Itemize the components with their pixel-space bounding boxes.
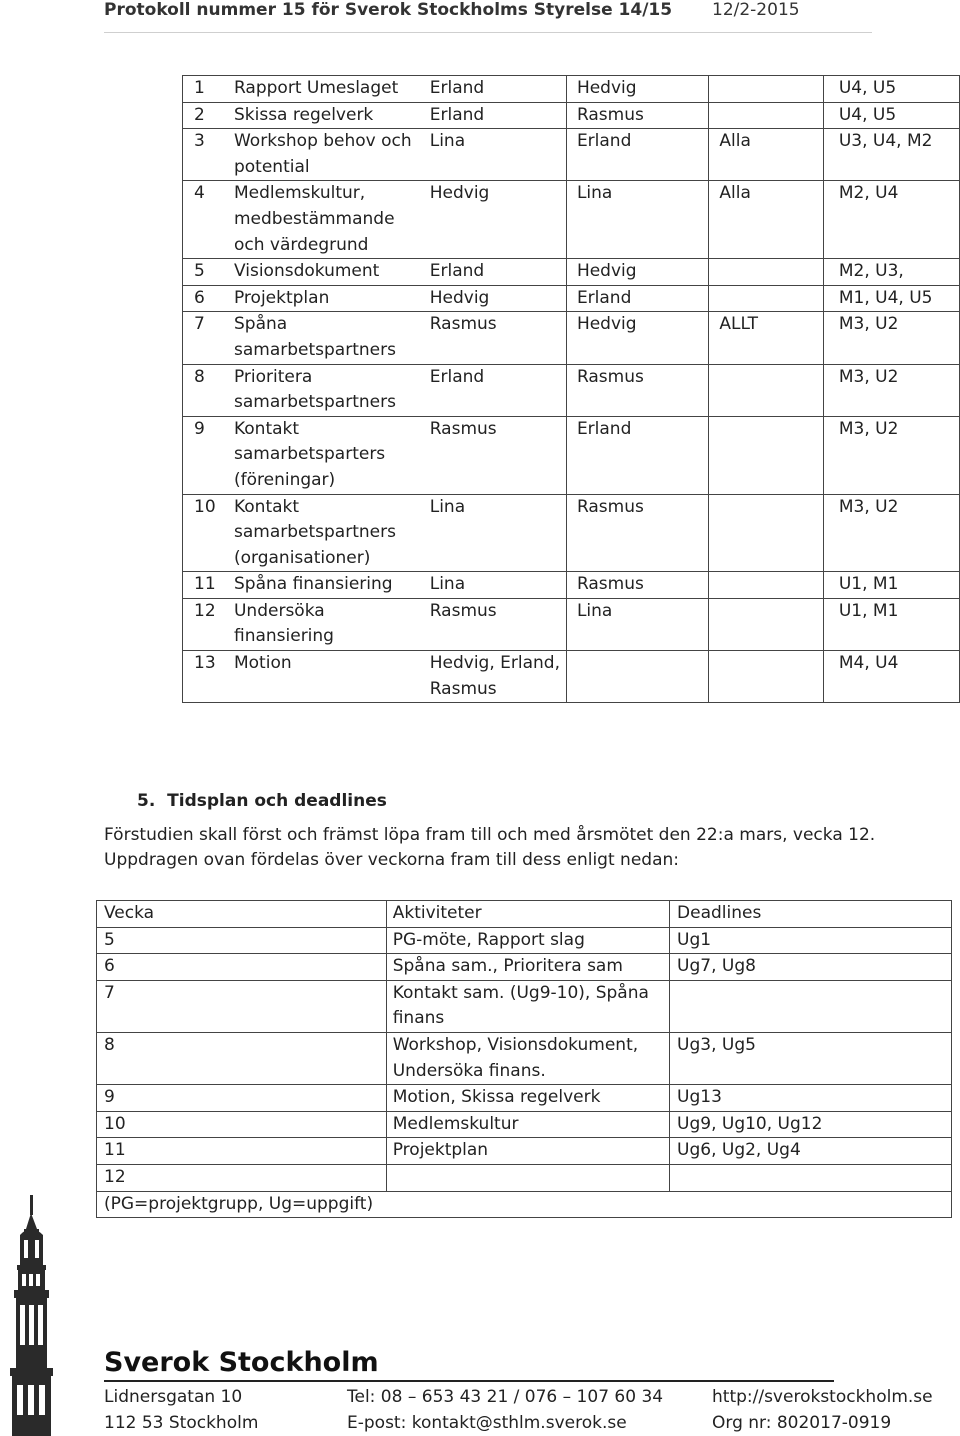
task-extra-cell: Alla (709, 181, 823, 259)
activity-cell: Workshop, Visionsdokument, Undersöka finans. (386, 1032, 669, 1084)
task-second-cell: Lina (566, 181, 708, 259)
deadline-cell (670, 1164, 952, 1191)
table-row (183, 494, 960, 572)
footer-phone: Tel: 08 – 653 43 21 / 076 – 107 60 34 (347, 1387, 664, 1407)
task-codes-cell: M3, U2 (823, 416, 959, 494)
task-second-cell (566, 651, 708, 703)
task-extra-cell (709, 76, 823, 103)
task-second-cell: Rasmus (566, 572, 708, 599)
activity-cell (386, 1164, 669, 1191)
activity-cell: Medlemskultur (386, 1111, 669, 1138)
schedule-table (96, 900, 952, 1218)
task-responsible-cell: Lina (419, 129, 567, 181)
task-number-cell: 3 (183, 129, 234, 181)
task-codes-cell: M1, U4, U5 (823, 285, 959, 312)
task-name-cell: Kontakt samarbetsparters (föreningar) (234, 416, 419, 494)
task-extra-cell (709, 364, 823, 416)
task-second-cell: Erland (566, 285, 708, 312)
section-paragraph-1: Förstudien skall först och främst löpa fram till och med årsmötet den 22:a mars, vecka 12. (104, 825, 876, 845)
header-cell-week: Vecka (97, 901, 387, 928)
task-responsible-cell: Hedvig, Erland, Rasmus (419, 651, 567, 703)
task-number-cell: 2 (183, 102, 234, 129)
task-name-cell: Skissa regelverk (234, 102, 419, 129)
task-name-cell: Workshop behov och potential (234, 129, 419, 181)
footer-contact (347, 1384, 663, 1436)
task-extra-cell (709, 651, 823, 703)
task-second-cell: Lina (566, 598, 708, 650)
task-codes-cell: M3, U2 (823, 494, 959, 572)
task-responsible-cell: Erland (419, 76, 567, 103)
activity-cell: Projektplan (386, 1138, 669, 1165)
task-second-cell: Rasmus (566, 364, 708, 416)
table-row (183, 598, 960, 650)
table-row (183, 259, 960, 286)
schedule-note: (PG=projektgrupp, Ug=uppgift) (104, 1193, 374, 1214)
task-codes-cell: U1, M1 (823, 598, 959, 650)
footer-org-name: Sverok Stockholm (104, 1346, 834, 1382)
task-codes-cell: M3, U2 (823, 364, 959, 416)
schedule-note-row (97, 1191, 952, 1218)
task-extra-cell (709, 494, 823, 572)
task-responsible-cell: Rasmus (419, 312, 567, 364)
week-cell: 6 (97, 954, 387, 981)
deadline-cell: Ug7, Ug8 (670, 954, 952, 981)
activity-cell: Kontakt sam. (Ug9-10), Spåna finans (386, 980, 669, 1032)
task-extra-cell (709, 102, 823, 129)
table-row (183, 364, 960, 416)
task-name-cell: Medlemskultur, medbestämmande och värdegrund (234, 181, 419, 259)
task-number-cell: 10 (183, 494, 234, 572)
task-second-cell: Rasmus (566, 494, 708, 572)
schedule-header-row (97, 901, 952, 928)
footer-website-link[interactable]: http://sverokstockholm.se (712, 1387, 933, 1407)
task-second-cell: Erland (566, 416, 708, 494)
task-number-cell: 7 (183, 312, 234, 364)
table-row (183, 102, 960, 129)
table-row (183, 285, 960, 312)
task-name-cell: Spåna finansiering (234, 572, 419, 599)
task-number-cell: 8 (183, 364, 234, 416)
header-cell-activities: Aktiviteter (386, 901, 669, 928)
task-number-cell: 1 (183, 76, 234, 103)
table-row (97, 1111, 952, 1138)
section-paragraph-2: Uppdragen ovan fördelas över veckorna fram till dess enligt nedan: (104, 850, 679, 870)
task-codes-cell: M4, U4 (823, 651, 959, 703)
table-row (183, 651, 960, 703)
task-codes-cell: U3, U4, M2 (823, 129, 959, 181)
task-name-cell: Spåna samarbetspartners (234, 312, 419, 364)
task-second-cell: Rasmus (566, 102, 708, 129)
week-cell: 5 (97, 927, 387, 954)
task-name-cell: Rapport Umeslaget (234, 76, 419, 103)
week-cell: 10 (97, 1111, 387, 1138)
task-extra-cell (709, 285, 823, 312)
deadline-cell: Ug13 (670, 1085, 952, 1112)
table-row (97, 980, 952, 1032)
table-row (183, 76, 960, 103)
table-row (183, 572, 960, 599)
task-name-cell: Prioritera samarbetspartners (234, 364, 419, 416)
task-responsible-cell: Rasmus (419, 598, 567, 650)
footer-address-line-2: 112 53 Stockholm (104, 1413, 259, 1433)
task-number-cell: 9 (183, 416, 234, 494)
task-number-cell: 12 (183, 598, 234, 650)
week-cell: 7 (97, 980, 387, 1032)
week-cell: 12 (97, 1164, 387, 1191)
footer-address-line-1: Lidnersgatan 10 (104, 1387, 243, 1407)
task-codes-cell: U4, U5 (823, 102, 959, 129)
task-responsible-cell: Lina (419, 494, 567, 572)
deadline-cell: Ug1 (670, 927, 952, 954)
task-second-cell: Hedvig (566, 76, 708, 103)
table-row (97, 1138, 952, 1165)
task-extra-cell: ALLT (709, 312, 823, 364)
deadline-cell: Ug9, Ug10, Ug12 (670, 1111, 952, 1138)
task-number-cell: 5 (183, 259, 234, 286)
deadline-cell (670, 980, 952, 1032)
deadline-cell: Ug3, Ug5 (670, 1032, 952, 1084)
task-responsible-cell: Erland (419, 102, 567, 129)
task-name-cell: Motion (234, 651, 419, 703)
table-row (97, 954, 952, 981)
city-hall-tower-icon (0, 1195, 64, 1436)
header-cell-deadlines: Deadlines (670, 901, 952, 928)
activity-cell: PG-möte, Rapport slag (386, 927, 669, 954)
task-codes-cell: U1, M1 (823, 572, 959, 599)
task-extra-cell (709, 598, 823, 650)
table-row (97, 1164, 952, 1191)
footer-web (712, 1384, 933, 1436)
table-row (97, 927, 952, 954)
table-row (183, 312, 960, 364)
task-responsible-cell: Hedvig (419, 181, 567, 259)
task-extra-cell: Alla (709, 129, 823, 181)
task-name-cell: Kontakt samarbetspartners (organisationer) (234, 494, 419, 572)
footer-email[interactable]: E-post: kontakt@sthlm.sverok.se (347, 1413, 627, 1433)
task-name-cell: Projektplan (234, 285, 419, 312)
table-row (97, 1032, 952, 1084)
table-row (183, 416, 960, 494)
section-number: 5. (137, 791, 156, 811)
task-number-cell: 4 (183, 181, 234, 259)
table-row (183, 129, 960, 181)
task-table (182, 75, 960, 703)
footer-org-nr: Org nr: 802017-0919 (712, 1413, 892, 1433)
task-responsible-cell: Erland (419, 259, 567, 286)
activity-cell: Motion, Skissa regelverk (386, 1085, 669, 1112)
section-title: Tidsplan och deadlines (167, 791, 387, 811)
document-title: Protokoll nummer 15 för Sverok Stockholms Styrelse 14/15 (104, 0, 673, 20)
task-number-cell: 13 (183, 651, 234, 703)
task-responsible-cell: Rasmus (419, 416, 567, 494)
task-responsible-cell: Lina (419, 572, 567, 599)
task-number-cell: 11 (183, 572, 234, 599)
task-codes-cell: M2, U3, (823, 259, 959, 286)
task-extra-cell (709, 572, 823, 599)
week-cell: 8 (97, 1032, 387, 1084)
page-header (104, 0, 872, 33)
task-codes-cell: U4, U5 (823, 76, 959, 103)
activity-cell: Spåna sam., Prioritera sam (386, 954, 669, 981)
week-cell: 9 (97, 1085, 387, 1112)
table-row (97, 1085, 952, 1112)
document-date: 12/2-2015 (712, 0, 800, 20)
task-codes-cell: M2, U4 (823, 181, 959, 259)
table-row (183, 181, 960, 259)
task-responsible-cell: Erland (419, 364, 567, 416)
week-cell: 11 (97, 1138, 387, 1165)
task-second-cell: Hedvig (566, 259, 708, 286)
task-extra-cell (709, 416, 823, 494)
task-extra-cell (709, 259, 823, 286)
footer-address (104, 1384, 258, 1436)
deadline-cell: Ug6, Ug2, Ug4 (670, 1138, 952, 1165)
task-number-cell: 6 (183, 285, 234, 312)
task-second-cell: Hedvig (566, 312, 708, 364)
task-second-cell: Erland (566, 129, 708, 181)
task-codes-cell: M3, U2 (823, 312, 959, 364)
task-responsible-cell: Hedvig (419, 285, 567, 312)
task-name-cell: Undersöka finansiering (234, 598, 419, 650)
task-name-cell: Visionsdokument (234, 259, 419, 286)
section-heading (137, 791, 387, 811)
